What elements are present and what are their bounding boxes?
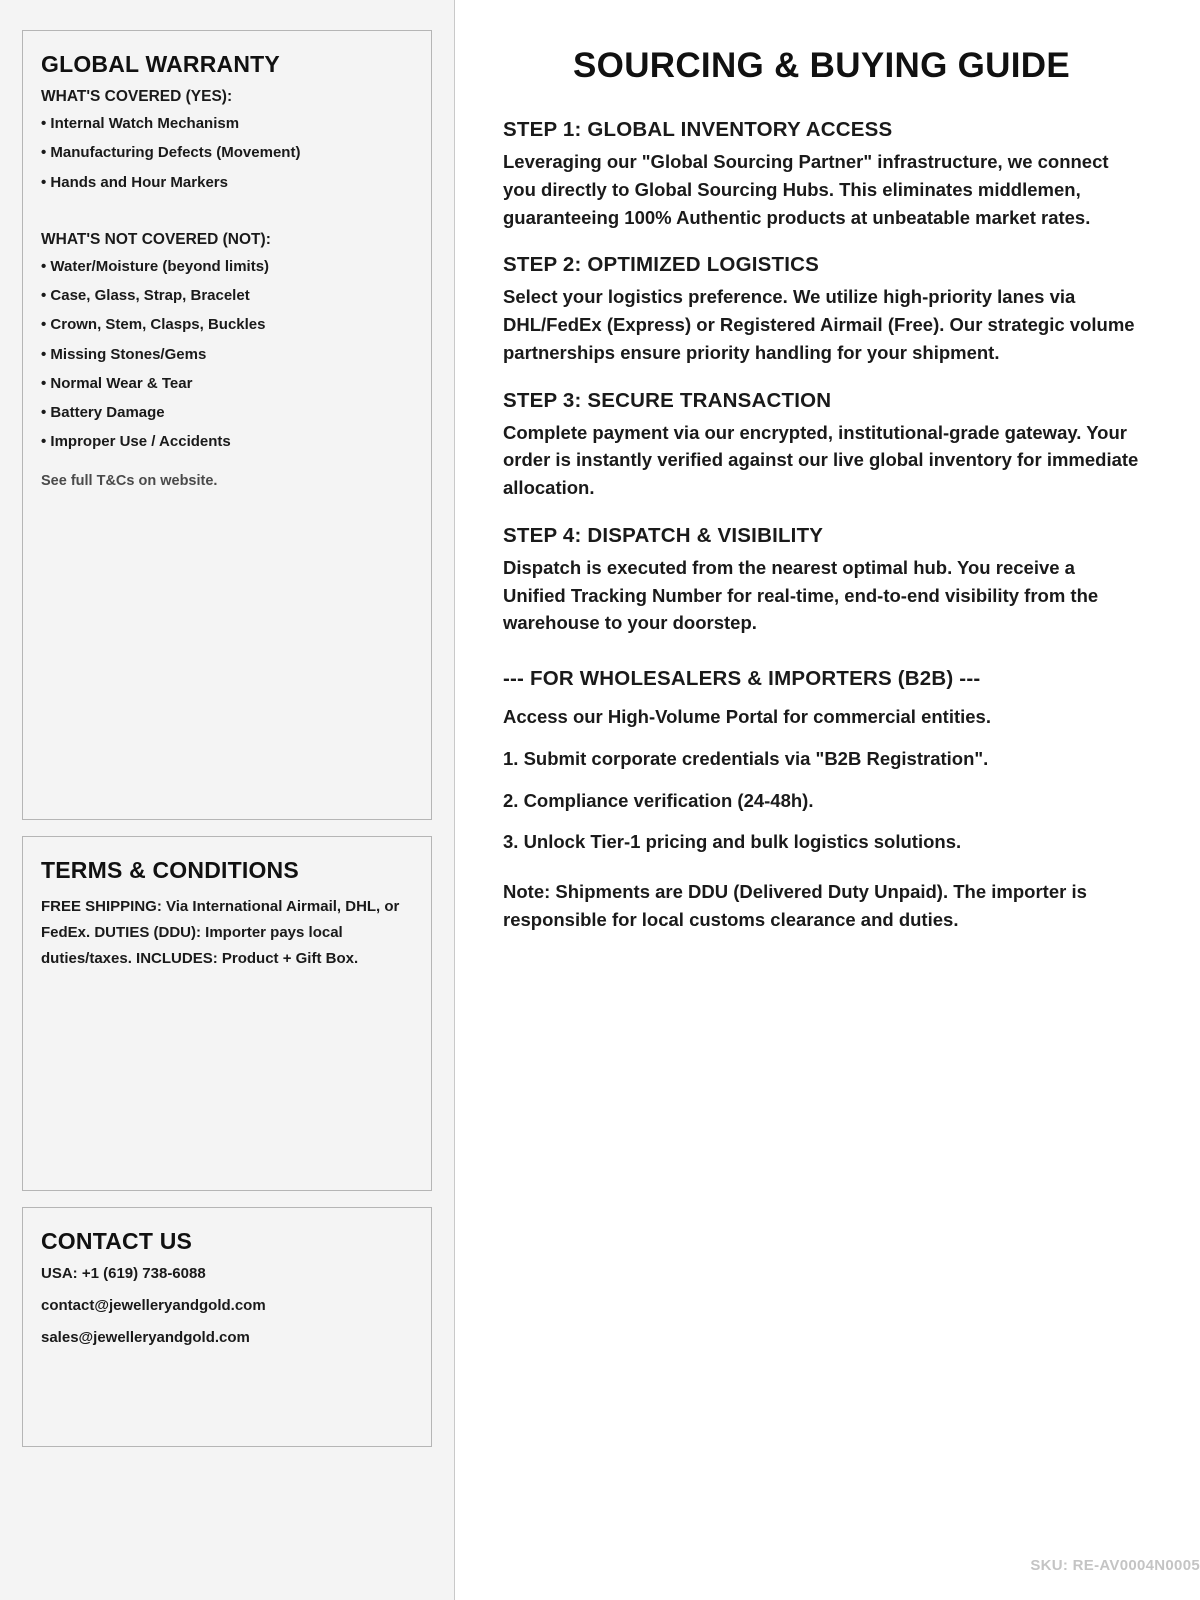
step-3-body: Complete payment via our encrypted, institutional-grade gateway. Your order is instantly verified against our live global inventory for immediate allocation.: [503, 421, 1139, 498]
contact-phone[interactable]: USA: +1 (619) 738-6088: [41, 1265, 206, 1282]
warranty-title: GLOBAL WARRANTY: [41, 51, 280, 77]
sku-label: SKU: RE-AV0004N0005: [1030, 1557, 1200, 1574]
b2b-step-3: 3. Unlock Tier-1 pricing and bulk logistics solutions.: [503, 831, 962, 853]
list-item: • Internal Watch Mechanism: [41, 115, 240, 132]
global-warranty-panel: [22, 30, 432, 820]
b2b-intro: Access our High-Volume Portal for commercial entities.: [503, 706, 991, 727]
b2b-step-2: 2. Compliance verification (24-48h).: [503, 789, 814, 811]
contact-email-sales[interactable]: sales@jewelleryandgold.com: [41, 1329, 250, 1346]
b2b-step-1: 1. Submit corporate credentials via "B2B Registration".: [503, 747, 989, 769]
list-item: • Normal Wear & Tear: [41, 374, 193, 392]
b2b-section-heading: --- FOR WHOLESALERS & IMPORTERS (B2B) ---: [503, 667, 981, 690]
contact-title: CONTACT US: [41, 1228, 193, 1254]
spacer: [41, 203, 413, 225]
list-item: • Crown, Stem, Clasps, Buckles: [41, 316, 266, 334]
page-title: SOURCING & BUYING GUIDE: [573, 46, 1070, 85]
warranty-footnote: See full T&Cs on website.: [41, 472, 218, 489]
terms-title: TERMS & CONDITIONS: [41, 857, 299, 883]
step-2: [503, 253, 1140, 366]
step-1: [503, 118, 1140, 231]
terms-conditions-panel: [22, 836, 432, 1191]
b2b-note: Note: Shipments are DDU (Delivered Duty Unpaid). The importer is responsible for local customs clearance and duties.: [503, 881, 1087, 930]
list-item: • Missing Stones/Gems: [41, 345, 207, 363]
warranty-not-covered-heading: WHAT'S NOT COVERED (NOT):: [41, 230, 271, 248]
terms-body: FREE SHIPPING: Via International Airmail, DHL, or FedEx. DUTIES (DDU): Importer pays local duties/taxes. INCLUDES: Product + Gift Box.: [41, 898, 400, 967]
step-1-body: Leveraging our "Global Sourcing Partner" infrastructure, we connect you directly to Global Sourcing Hubs. This eliminates middlemen, guaranteeing 100% Authentic products at unbeatable market rates.: [503, 151, 1109, 228]
contact-email-primary[interactable]: contact@jewelleryandgold.com: [41, 1297, 266, 1314]
main-content: [455, 0, 1200, 1600]
step-4: [503, 524, 1140, 637]
step-2-heading: STEP 2: OPTIMIZED LOGISTICS: [503, 253, 819, 277]
step-4-body: Dispatch is executed from the nearest optimal hub. You receive a Unified Tracking Number for real-time, end-to-end visibility from the warehouse to your doorstep.: [503, 556, 1099, 634]
left-sidebar: [0, 0, 455, 1600]
list-item: • Hands and Hour Markers: [41, 173, 228, 191]
list-item: • Water/Moisture (beyond limits): [41, 257, 270, 275]
list-item: • Manufacturing Defects (Movement): [41, 144, 301, 162]
step-4-heading: STEP 4: DISPATCH & VISIBILITY: [503, 523, 824, 547]
contact-us-panel: [22, 1207, 432, 1447]
list-item: • Case, Glass, Strap, Bracelet: [41, 287, 250, 304]
step-2-body: Select your logistics preference. We utilize high-priority lanes via DHL/FedEx (Express) or Registered Airmail (Free). Our strategic volume partnerships ensure priority handling for your shipment.: [503, 286, 1135, 363]
warranty-covered-heading: WHAT'S COVERED (YES):: [41, 88, 233, 105]
step-3-heading: STEP 3: SECURE TRANSACTION: [503, 388, 832, 412]
list-item: • Battery Damage: [41, 404, 165, 421]
step-1-heading: STEP 1: GLOBAL INVENTORY ACCESS: [503, 118, 893, 141]
list-item: • Improper Use / Accidents: [41, 433, 231, 451]
step-3: [503, 389, 1140, 502]
